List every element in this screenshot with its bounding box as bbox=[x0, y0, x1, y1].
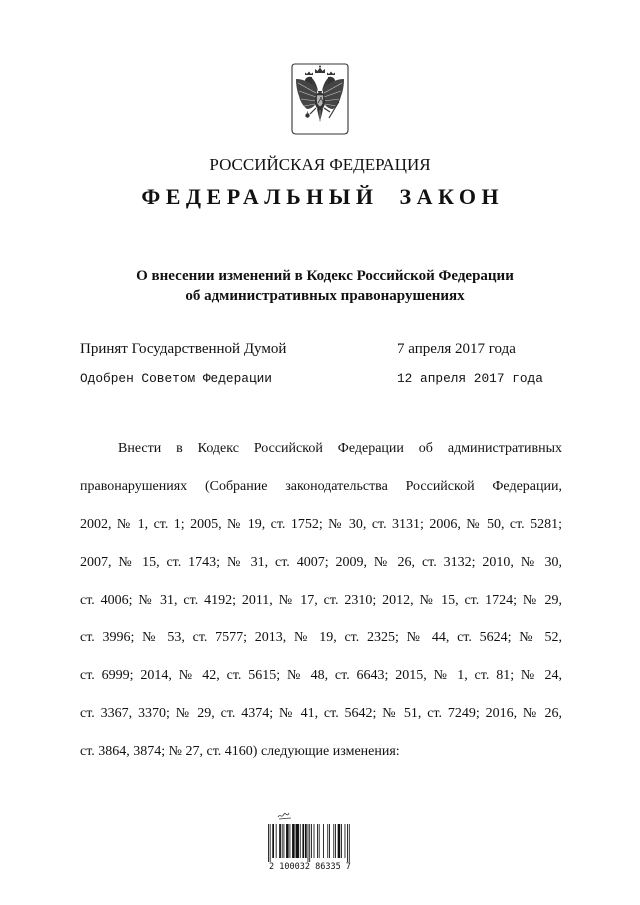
barcode-bar bbox=[290, 824, 291, 858]
body-line: ст. 3864, 3874; № 27, ст. 4160) следующие изменения: bbox=[80, 744, 400, 760]
barcode-bar bbox=[349, 824, 350, 862]
barcode-bar bbox=[308, 824, 309, 862]
adopted-by-duma-label: Принят Государственной Думой bbox=[80, 341, 287, 357]
body-line: ст. 3996; № 53, ст. 7577; 2013, № 19, ст. 2325; № 44, ст. 5624; № 52, bbox=[80, 630, 562, 646]
approved-by-council-date: 12 апреля 2017 года bbox=[397, 371, 543, 386]
body-line: Внести в Кодекс Российской Федерации об административных bbox=[118, 441, 562, 456]
barcode-bar bbox=[345, 824, 346, 858]
body-line: 2007, № 15, ст. 1743; № 31, ст. 4007; 2009, № 26, ст. 3132; 2010, № 30, bbox=[80, 554, 562, 570]
barcode-bar bbox=[347, 824, 348, 862]
barcode-bar bbox=[329, 824, 330, 858]
barcode-bar bbox=[338, 824, 341, 858]
barcode-bar bbox=[296, 824, 299, 858]
approved-by-council-label: Одобрен Советом Федерации bbox=[80, 371, 272, 386]
handwritten-mark-icon bbox=[276, 809, 294, 823]
barcode-bar bbox=[292, 824, 295, 858]
barcode-bar bbox=[279, 824, 281, 858]
barcode-bar bbox=[335, 824, 336, 858]
title-line: О внесении изменений в Кодекс Российской Федерации bbox=[136, 268, 514, 284]
barcode-number: 2 100032 86335 7 bbox=[269, 862, 351, 872]
barcode-bar bbox=[319, 824, 320, 858]
barcode-bar bbox=[286, 824, 289, 858]
barcode-bar bbox=[305, 824, 307, 858]
barcode-bar bbox=[300, 824, 301, 858]
document-type: ФЕДЕРАЛЬНЫЙ ЗАКОН bbox=[141, 184, 505, 209]
country-name: РОССИЙСКАЯ ФЕДЕРАЦИЯ bbox=[209, 155, 431, 174]
barcode-bar bbox=[272, 824, 274, 858]
body-line: 2002, № 1, ст. 1; 2005, № 19, ст. 1752; № 30, ст. 3131; 2006, № 50, ст. 5281; bbox=[80, 516, 562, 532]
barcode-bar bbox=[282, 824, 283, 858]
barcode-bar bbox=[314, 824, 315, 858]
barcode-bar bbox=[268, 824, 269, 862]
body-line: ст. 4006; № 31, ст. 4192; 2011, № 17, ст. 2310; 2012, № 15, ст. 1724; № 29, bbox=[80, 592, 562, 608]
barcode-bar bbox=[302, 824, 304, 858]
barcode-bar bbox=[341, 824, 342, 858]
coat-of-arms-icon bbox=[288, 61, 352, 137]
body-line: правонарушениях (Собрание законодательства Российской Федерации, bbox=[80, 478, 562, 494]
barcode bbox=[262, 822, 358, 864]
barcode-bar bbox=[270, 824, 271, 862]
barcode-bar bbox=[283, 824, 284, 858]
body-line: ст. 3367, 3370; № 29, ст. 4374; № 41, ст. 5642; № 51, ст. 7249; 2016, № 26, bbox=[80, 706, 562, 722]
barcode-bar bbox=[317, 824, 318, 858]
barcode-bar bbox=[327, 824, 328, 858]
title-line: об административных правонарушениях bbox=[185, 288, 465, 304]
body-line: ст. 6999; 2014, № 42, ст. 5615; № 48, ст. 6643; 2015, № 1, ст. 81; № 24, bbox=[80, 668, 562, 684]
barcode-bar bbox=[309, 824, 310, 862]
adopted-by-duma-date: 7 апреля 2017 года bbox=[397, 341, 516, 357]
barcode-bar bbox=[333, 824, 334, 858]
barcode-bar bbox=[276, 824, 277, 858]
barcode-bar bbox=[311, 824, 312, 858]
body-text bbox=[80, 430, 562, 771]
barcode-bar bbox=[323, 824, 324, 858]
